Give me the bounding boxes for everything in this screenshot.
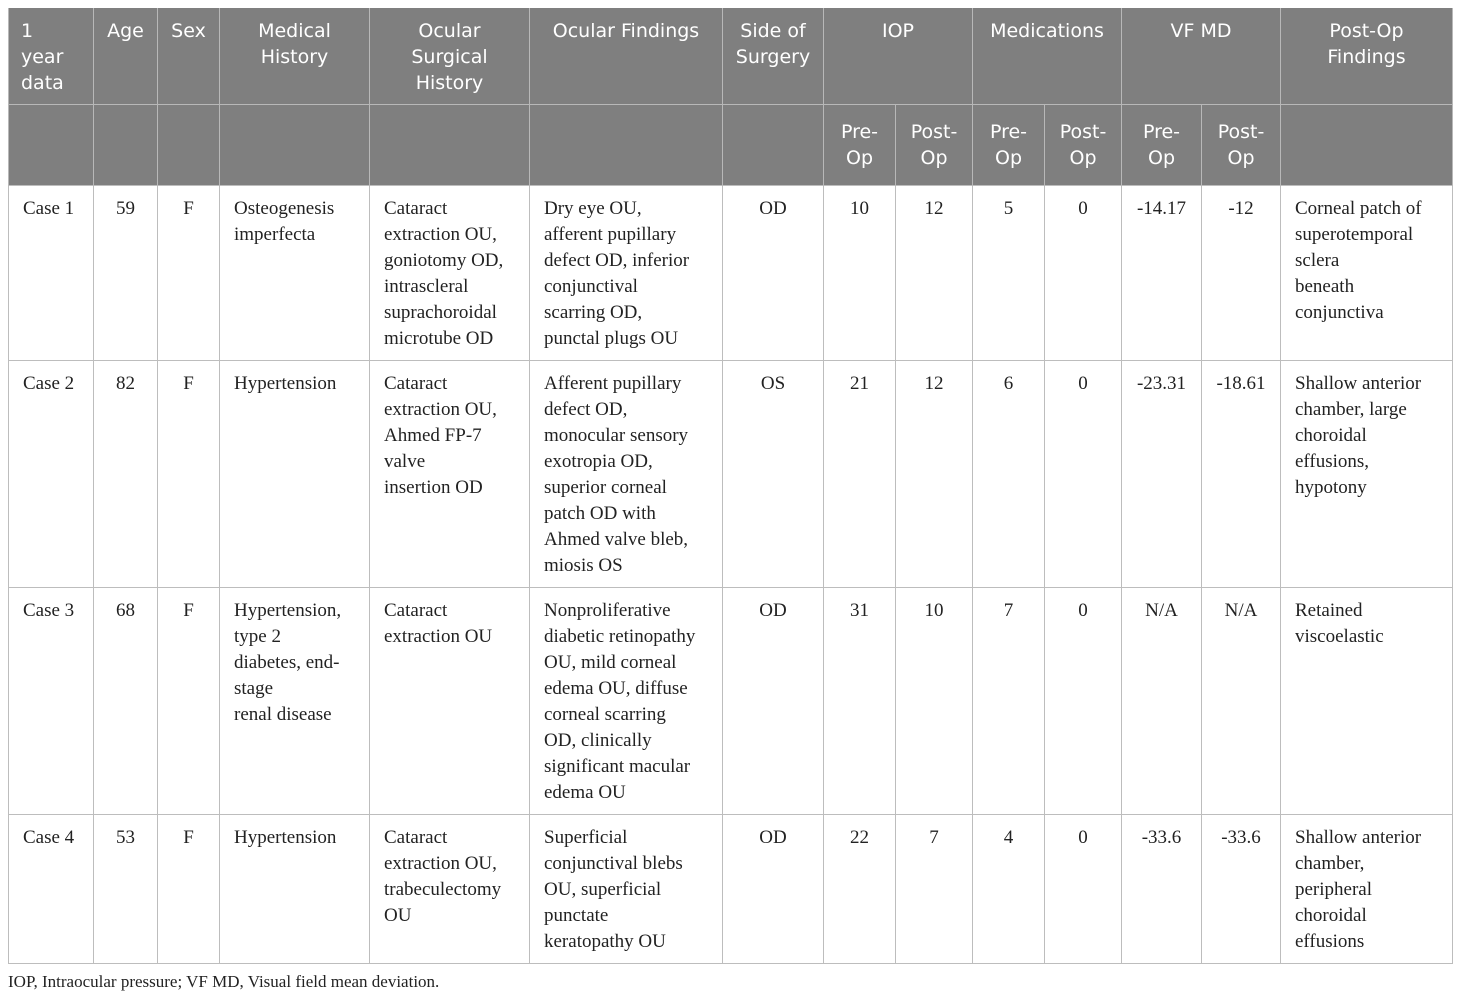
cell-ocular-surgical-history: Cataract extraction OU (370, 588, 530, 815)
cell-ocular-findings: Dry eye OU, afferent pupillary defect OD, inferior conjunctival scarring OD, punctal plugs OU (530, 186, 723, 361)
cell-age: 82 (94, 361, 158, 588)
cell-sex: F (158, 186, 220, 361)
cell-vf-pre: -14.17 (1122, 186, 1202, 361)
header-blank (370, 105, 530, 186)
cell-ocular-findings: Superficial conjunctival blebs OU, superficial punctate keratopathy OU (530, 815, 723, 964)
header-iop-post-op: Post- Op (896, 105, 973, 186)
header-blank (530, 105, 723, 186)
cell-med-pre: 6 (973, 361, 1045, 588)
cell-ocular-surgical-history: Cataract extraction OU, trabeculectomy OU (370, 815, 530, 964)
cell-med-post: 0 (1045, 815, 1122, 964)
cell-medical-history: Osteogenesis imperfecta (220, 186, 370, 361)
cell-post-op-findings: Retained viscoelastic (1281, 588, 1453, 815)
table-row (9, 361, 1453, 588)
cell-iop-post: 7 (896, 815, 973, 964)
cell-case: Case 1 (9, 186, 94, 361)
header-blank (1281, 105, 1453, 186)
cell-side: OS (723, 361, 824, 588)
header-blank (220, 105, 370, 186)
cell-vf-post: -12 (1202, 186, 1281, 361)
header-age: Age (94, 8, 158, 105)
cell-case: Case 2 (9, 361, 94, 588)
cell-med-post: 0 (1045, 361, 1122, 588)
table-row (9, 588, 1453, 815)
cell-iop-pre: 10 (824, 186, 896, 361)
header-post-op-findings: Post-Op Findings (1281, 8, 1453, 105)
header-iop: IOP (824, 8, 973, 105)
cell-med-pre: 5 (973, 186, 1045, 361)
header-medical-history: Medical History (220, 8, 370, 105)
cell-ocular-surgical-history: Cataract extraction OU, goniotomy OD, intrascleral suprachoroidal microtube OD (370, 186, 530, 361)
header-vf-pre-op: Pre- Op (1122, 105, 1202, 186)
cell-side: OD (723, 588, 824, 815)
data-table (8, 8, 1453, 964)
cell-ocular-findings: Nonproliferative diabetic retinopathy OU, mild corneal edema OU, diffuse corneal scarring OD, clinically significant macular edema OU (530, 588, 723, 815)
header-blank (94, 105, 158, 186)
cell-med-pre: 4 (973, 815, 1045, 964)
header-sex: Sex (158, 8, 220, 105)
table-row (9, 186, 1453, 361)
cell-case: Case 4 (9, 815, 94, 964)
cell-medical-history: Hypertension (220, 361, 370, 588)
header-med-post-op: Post- Op (1045, 105, 1122, 186)
cell-vf-pre: -23.31 (1122, 361, 1202, 588)
header-1-year-data: 1 year data (9, 8, 94, 105)
cell-iop-post: 12 (896, 186, 973, 361)
cell-vf-post: N/A (1202, 588, 1281, 815)
cell-sex: F (158, 361, 220, 588)
cell-medical-history: Hypertension, type 2 diabetes, end- stage renal disease (220, 588, 370, 815)
cell-ocular-surgical-history: Cataract extraction OU, Ahmed FP-7 valve insertion OD (370, 361, 530, 588)
cell-med-pre: 7 (973, 588, 1045, 815)
cell-case: Case 3 (9, 588, 94, 815)
cell-iop-post: 12 (896, 361, 973, 588)
cell-iop-pre: 31 (824, 588, 896, 815)
cell-vf-pre: N/A (1122, 588, 1202, 815)
cell-post-op-findings: Shallow anterior chamber, large choroidal effusions, hypotony (1281, 361, 1453, 588)
cell-sex: F (158, 815, 220, 964)
cell-post-op-findings: Shallow anterior chamber, peripheral choroidal effusions (1281, 815, 1453, 964)
cell-vf-post: -33.6 (1202, 815, 1281, 964)
cell-iop-pre: 21 (824, 361, 896, 588)
cell-age: 68 (94, 588, 158, 815)
header-vf-md: VF MD (1122, 8, 1281, 105)
cell-side: OD (723, 186, 824, 361)
cell-medical-history: Hypertension (220, 815, 370, 964)
table-footnote: IOP, Intraocular pressure; VF MD, Visual field mean deviation. (8, 972, 440, 991)
cell-ocular-findings: Afferent pupillary defect OD, monocular sensory exotropia OD, superior corneal patch OD with Ahmed valve bleb, miosis OS (530, 361, 723, 588)
table-header (9, 8, 1453, 186)
header-blank (723, 105, 824, 186)
table-container (8, 8, 1452, 992)
cell-med-post: 0 (1045, 186, 1122, 361)
header-blank (9, 105, 94, 186)
cell-post-op-findings: Corneal patch of superotemporal sclera beneath conjunctiva (1281, 186, 1453, 361)
cell-side: OD (723, 815, 824, 964)
header-vf-post-op: Post- Op (1202, 105, 1281, 186)
table-row (9, 815, 1453, 964)
table-body (9, 186, 1453, 964)
cell-med-post: 0 (1045, 588, 1122, 815)
header-ocular-findings: Ocular Findings (530, 8, 723, 105)
cell-vf-pre: -33.6 (1122, 815, 1202, 964)
cell-iop-post: 10 (896, 588, 973, 815)
header-row-1 (9, 8, 1453, 105)
header-blank (158, 105, 220, 186)
header-med-pre-op: Pre- Op (973, 105, 1045, 186)
header-side-of-surgery: Side of Surgery (723, 8, 824, 105)
cell-age: 53 (94, 815, 158, 964)
header-iop-pre-op: Pre- Op (824, 105, 896, 186)
header-ocular-surgical-history: Ocular Surgical History (370, 8, 530, 105)
cell-sex: F (158, 588, 220, 815)
header-row-2 (9, 105, 1453, 186)
header-medications: Medications (973, 8, 1122, 105)
cell-vf-post: -18.61 (1202, 361, 1281, 588)
cell-iop-pre: 22 (824, 815, 896, 964)
cell-age: 59 (94, 186, 158, 361)
